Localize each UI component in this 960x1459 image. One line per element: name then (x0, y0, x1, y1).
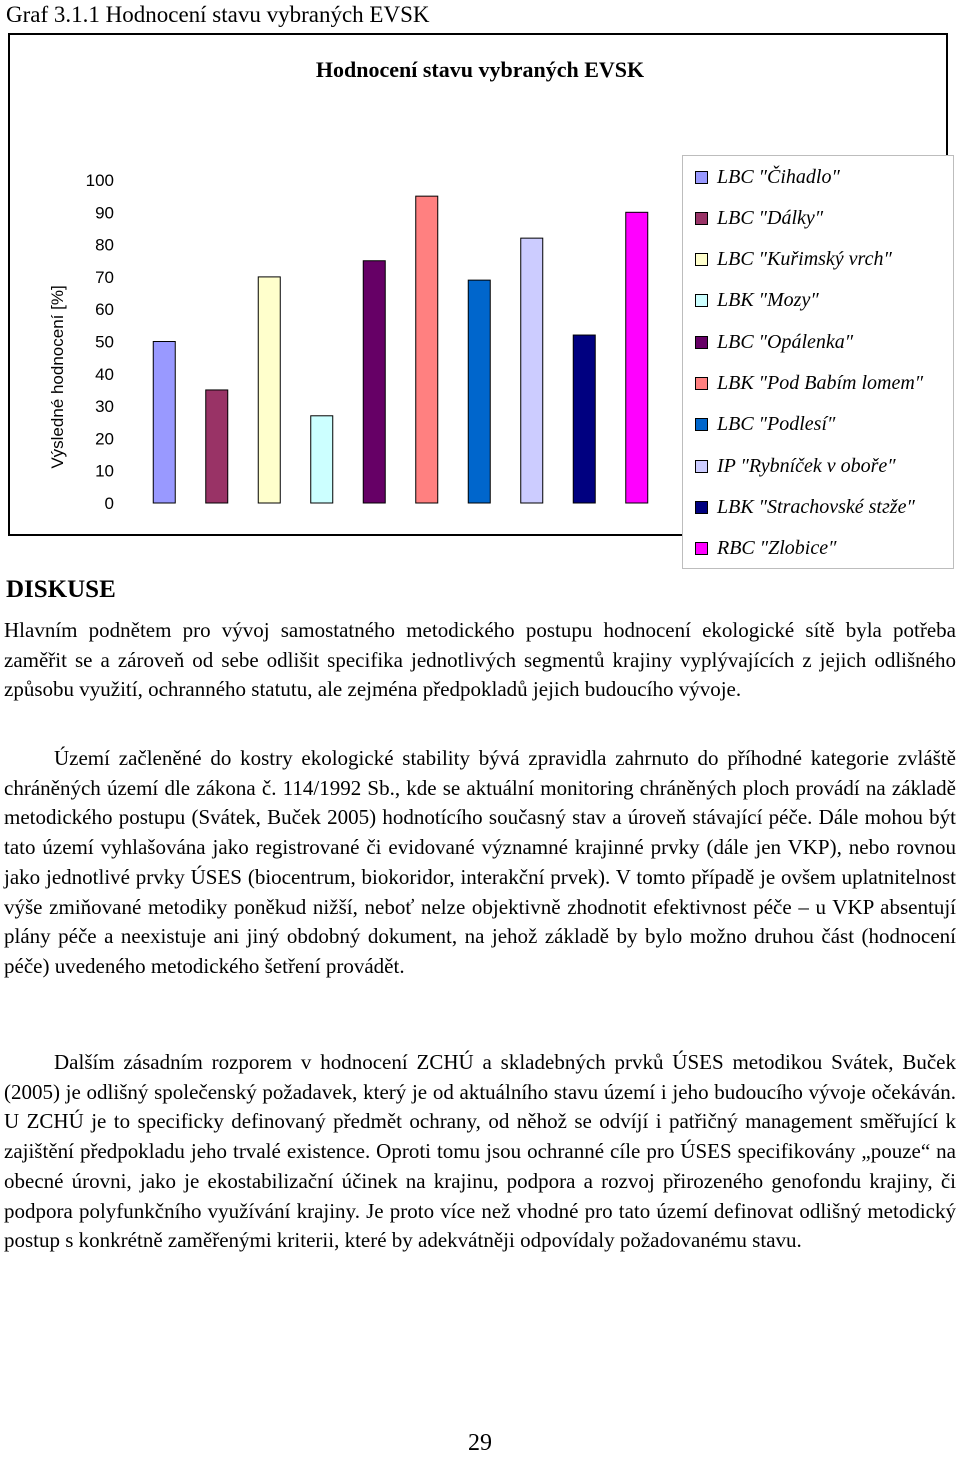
legend-swatch (695, 501, 708, 514)
y-tick-label: 30 (95, 397, 114, 417)
bar (153, 342, 175, 504)
legend-label: LBC ″Podlesí″ (717, 413, 836, 436)
bar (206, 390, 228, 503)
y-tick-label: 100 (85, 171, 114, 190)
bar (311, 416, 333, 503)
legend-swatch (695, 460, 708, 473)
chart-legend (682, 155, 954, 569)
legend-label: LBC ″Opálenka″ (717, 330, 854, 353)
y-tick-label: 40 (95, 364, 114, 384)
legend-swatch (695, 171, 708, 184)
y-tick-label: 0 (104, 494, 114, 513)
legend-label: RBC ″Zlobice″ (717, 537, 837, 560)
legend-item (695, 288, 819, 314)
legend-swatch (695, 418, 708, 431)
legend-label: LBC ″Dálky″ (717, 206, 824, 229)
legend-swatch (695, 212, 708, 225)
legend-item (695, 453, 896, 479)
y-tick-label: 60 (95, 300, 114, 320)
legend-label: LBK ″Strachovské stгže″ (717, 495, 915, 518)
page-number: 29 (468, 1430, 492, 1456)
legend-item (695, 205, 823, 231)
legend-item (695, 247, 892, 273)
legend-item (695, 329, 853, 355)
bar (626, 212, 648, 503)
y-tick-label: 70 (95, 267, 114, 287)
legend-label: IP ″Rybníček v oboře″ (717, 454, 896, 477)
legend-label: LBC ″Kuřimský vrch″ (717, 248, 892, 271)
legend-item (695, 494, 915, 520)
y-tick-label: 90 (95, 203, 114, 223)
section-heading: DISKUSE (6, 576, 116, 603)
chart-container (8, 33, 948, 560)
y-tick-label: 50 (95, 332, 114, 352)
paragraph-3: Dalším zásadním rozporem v hodnocení ZCHÚ a skladebných prvků ÚSES metodikou Svátek, Buček (2005) je odlišný společenský požadavek, který je od aktuálního stavu území i jeho budoucího vývoje očekáván. U ZCHÚ je to specificky definovaný předmět ochrany, od něhož se odvíjí i patřičný management směřující k zajištění předpokladu jeho trvalé existence. Oproti tomu jsou ochranné cíle pro ÚSES specifikovány „pouze“ na obecné úrovni, jako je ekostabilizační účinek na krajinu, podpora a rozvoj přirozeného genofondu krajiny, či podpora polyfunkčního využívání krajiny. Je proto více než vhodné pro tato území definovat odlišný metodický postup s konkrétně zaměřenými kriterii, které by adekvátněji odpovídaly požadovanému stavu. (4, 1050, 956, 1253)
legend-label: LBC ″Čihadlo″ (717, 165, 840, 188)
y-tick-label: 20 (95, 429, 114, 449)
bar (521, 238, 543, 503)
legend-swatch (695, 377, 708, 390)
legend-swatch (695, 294, 708, 307)
y-tick-label: 80 (95, 235, 114, 255)
paragraph-1: Hlavním podnětem pro vývoj samostatného metodického postupu hodnocení ekologické sítě byla potřeba zaměřit se a zároveň od sebe odlišit specifika jednotlivých segmentů krajiny vyplývajících z jejich odlišného způsobu využití, ochranného statutu, ale zejména předpokladů jejich budoucího vývoje. (4, 618, 956, 702)
bar (416, 196, 438, 503)
legend-swatch (695, 542, 708, 555)
y-tick-label: 10 (95, 461, 114, 481)
figure-caption: Graf 3.1.1 Hodnocení stavu vybraných EVSK (6, 2, 430, 27)
bar (468, 280, 490, 503)
chart-title: Hodnocení stavu vybraných EVSK (315, 57, 645, 82)
legend-label: LBK ″Pod Babím lomem″ (717, 372, 924, 394)
legend-item (695, 371, 923, 397)
legend-label: LBK ″Mozy″ (717, 289, 819, 312)
bar (573, 335, 595, 503)
y-axis-label: Výsledné hodnocení [%] (48, 285, 67, 469)
bar (363, 261, 385, 503)
legend-item (695, 412, 835, 438)
legend-item (695, 536, 836, 562)
bar (258, 277, 280, 503)
paragraph-2: Území začleněné do kostry ekologické stability bývá zpravidla zahrnuto do příhodné kategorie zvláště chráněných území dle zákona č. 114/1992 Sb., kde se aktuální monitoring chráněných ploch provádí na základě metodického postupu (Svátek, Buček 2005) hodnotícího současný stav a úroveň stávající péče. Dále mohou být tato území vyhlašována jako registrované či evidované významné krajinné prvky (dále jen VKP), nebo rovnou jako jednotlivé prvky ÚSES (biocentrum, biokoridor, interakční prvek). V tomto případě je ovšem uplatnitelnost výše zmiňované metodiky poněkud nižší, neboť nelze objektivně zhodnotit efektivnost péče – u VKP absentují plány péče a neexistuje ani jiný obdobný dokument, na jehož základě by bylo možno druhou část (hodnocení péče) uvedeného metodického šetření provádět. (4, 746, 956, 978)
legend-swatch (695, 336, 708, 349)
legend-swatch (695, 253, 708, 266)
legend-item (695, 164, 840, 190)
